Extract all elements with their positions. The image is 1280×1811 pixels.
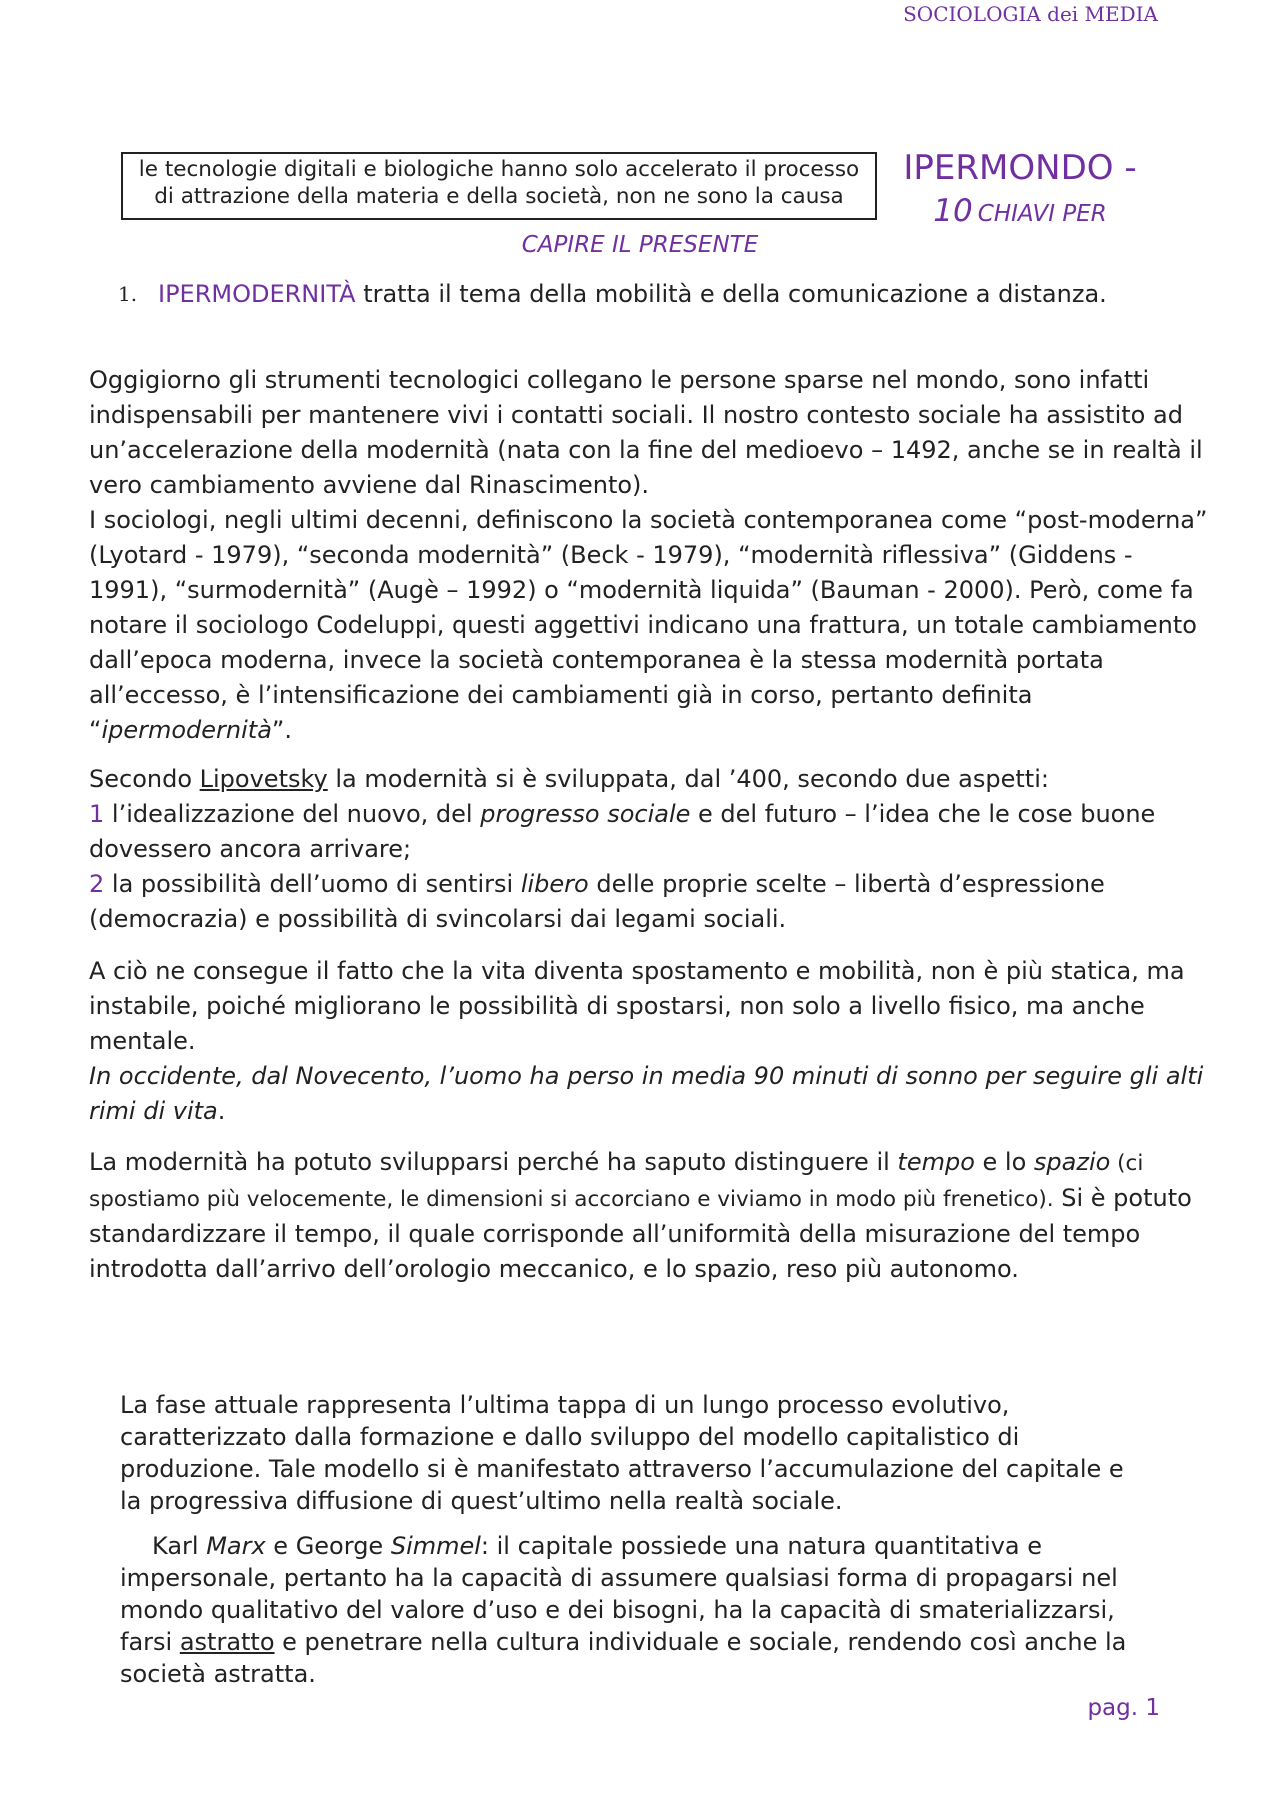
paragraph-text: La modernità ha potuto svilupparsi perché ha saputo distinguere il — [89, 1148, 898, 1176]
paragraph-text: ”. — [271, 716, 292, 744]
paragraph-text: la modernità si è sviluppata, dal ’400, secondo due aspetti: — [327, 765, 1049, 793]
paragraph-text: Secondo — [89, 765, 200, 793]
paragraph-text: A ciò ne consegue il fatto che la vita diventa spostamento e mobilità, non è più statica, ma instabile, poiché migliorano le possibilità di spostarsi, non solo a livello fisico, ma anche mentale. — [89, 957, 1185, 1055]
title-line3: CAPIRE IL PRESENTE — [521, 232, 759, 258]
paragraph-fase-attuale: La fase attuale rappresenta l’ultima tappa di un lungo processo evolutivo, caratterizzato dalla formazione e dallo sviluppo del modello capitalistico di produzione. Tale modello si è manifestato attraverso l’accumulazione del capitale e la progressiva diffusione di quest’ultimo nella realtà sociale. — [120, 1391, 1124, 1515]
underlined-term: astratto — [179, 1628, 275, 1656]
paragraph-lipovetsky — [89, 762, 1209, 937]
author-name: Lipovetsky — [199, 765, 328, 793]
page-number: pag. 1 — [1087, 1695, 1160, 1721]
paragraph-text: e lo — [974, 1148, 1034, 1176]
italic-term: progresso sociale — [480, 800, 691, 828]
list-item — [118, 277, 1118, 312]
paragraph-text: e George — [265, 1532, 391, 1560]
paragraph-text: Si è potuto standardizzare il tempo, il quale corrisponde all’uniformità della misurazione del tempo introdotta dall’arrivo dell’orologio meccanico, e lo spazio, reso più autonomo. — [89, 1184, 1192, 1283]
author-name: Marx — [206, 1532, 266, 1560]
item-number: 2 — [89, 870, 105, 898]
italic-term: ipermodernità — [101, 716, 272, 744]
italic-term: spazio — [1033, 1148, 1111, 1176]
author-name: Simmel — [390, 1532, 481, 1560]
header-label: SOCIOLOGIA dei MEDIA — [903, 2, 1158, 26]
paragraph-text: . — [217, 1097, 226, 1125]
paragraph-text: Oggigiorno gli strumenti tecnologici collegano le persone sparse nel mondo, sono infatti indispensabili per mantenere vivi i contatti sociali. Il nostro contesto sociale ha assistito ad un’accelerazione della modernità (nata con la fine del medioevo – 1492, anche se in realtà il vero cambiamento avviene dal Rinascimento). — [89, 366, 1203, 499]
paragraph-mobilita — [89, 954, 1209, 1129]
paragraph-text: e penetrare nella cultura individuale e sociale, rendendo così anche la società astratta. — [120, 1628, 1127, 1688]
paragraph-text: e del futuro – l’idea che le cose buone dovessero ancora arrivare; — [89, 800, 1156, 863]
list-text — [158, 277, 1118, 312]
paragraph-text: I sociologi, negli ultimi decenni, definiscono la società contemporanea come “post-moderna” (Lyotard - 1979), “seconda modernità” (Beck - 1979), “modernità riflessiva” (Giddens - 1991), “surmodernità” (Augè – 1992) o “modernità liquida” (Bauman - 2000). Però, come fa notare il sociologo Codeluppi, questi aggettivi indicano una frattura, un totale cambiamento dall’epoca moderna, invece la società contemporanea è la stessa modernità portata all’eccesso, è l’intensificazione dei cambiamenti già in corso, pertanto definita “ — [89, 506, 1208, 744]
list-marker: 1. — [118, 282, 138, 306]
title-line1: IPERMONDO - — [903, 148, 1137, 188]
paragraph-text: : il capitale possiede una natura quantitativa e impersonale, pertanto ha la capacità di assumere qualsiasi forma di propagarsi nel mondo qualitativo del valore d’uso e dei bisogni, ha la capacità di smaterializzarsi, farsi — [120, 1532, 1118, 1656]
italic-term: tempo — [897, 1148, 975, 1176]
paragraph-tempo-spazio — [89, 1145, 1209, 1287]
title-words: CHIAVI PER — [977, 201, 1107, 227]
paragraph-oggigiorno — [89, 363, 1209, 748]
paragraph-text: Karl — [152, 1532, 207, 1560]
paragraph-text: la possibilità dell’uomo di sentirsi — [104, 870, 521, 898]
list-term: IPERMODERNITÀ — [158, 280, 356, 308]
paragraph-small-text: (ci spostiamo più velocemente, le dimensioni si accorciano e viviamo in modo più frenetico). — [89, 1151, 1144, 1212]
paragraph-text: l’idealizzazione del nuovo, del — [104, 800, 481, 828]
list-rest: tratta il tema della mobilità e della comunicazione a distanza. — [355, 280, 1107, 308]
title-number: 10 — [933, 193, 973, 229]
paragraph-text: delle proprie scelte – libertà d’espressione (democrazia) e possibilità di svincolarsi dai legami sociali. — [89, 870, 1105, 933]
italic-term: libero — [520, 870, 589, 898]
paragraph-marx-simmel — [120, 1530, 1150, 1690]
italic-sentence: In occidente, dal Novecento, l’uomo ha perso in media 90 minuti di sonno per seguire gli alti rimi di vita — [89, 1062, 1204, 1125]
item-number: 1 — [89, 800, 105, 828]
callout-box: le tecnologie digitali e biologiche hanno solo accelerato il processo di attrazione della materia e della società, non ne sono la causa — [121, 152, 877, 220]
title-line2 — [880, 193, 1160, 229]
